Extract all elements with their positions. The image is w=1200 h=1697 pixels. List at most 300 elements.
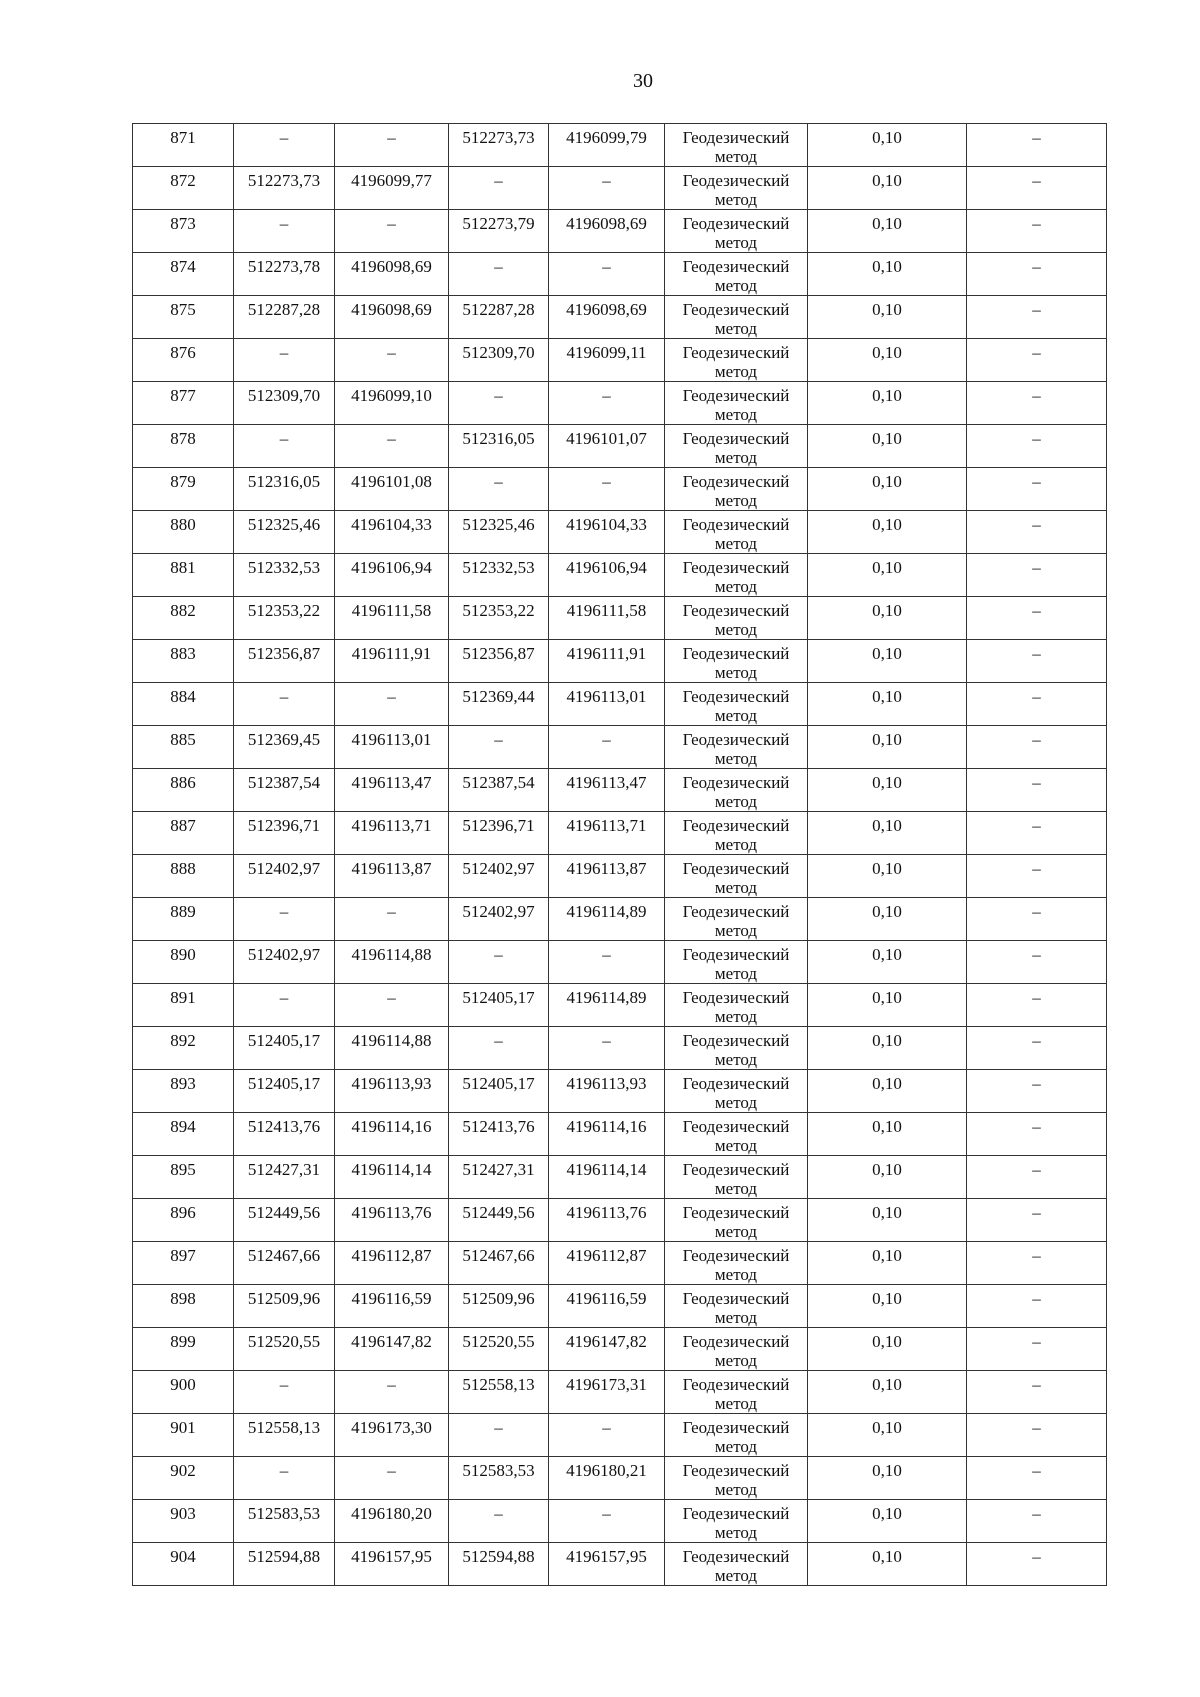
- x-new-cell: 512583,53: [449, 1457, 549, 1500]
- x-existing-cell: –: [234, 425, 335, 468]
- x-existing-cell: 512449,56: [234, 1199, 335, 1242]
- point-number-cell: 873: [133, 210, 234, 253]
- accuracy-cell: 0,10: [808, 554, 967, 597]
- table-row: [133, 1414, 1107, 1457]
- table-row: [133, 984, 1107, 1027]
- table-row: [133, 1543, 1107, 1586]
- x-new-cell: 512273,73: [449, 124, 549, 167]
- accuracy-cell: 0,10: [808, 597, 967, 640]
- x-existing-cell: –: [234, 124, 335, 167]
- accuracy-cell: 0,10: [808, 898, 967, 941]
- y-existing-cell: 4196113,76: [335, 1199, 449, 1242]
- point-number-cell: 894: [133, 1113, 234, 1156]
- x-new-cell: –: [449, 1500, 549, 1543]
- table-row: [133, 640, 1107, 683]
- y-new-cell: 4196114,14: [549, 1156, 665, 1199]
- description-cell: –: [967, 812, 1107, 855]
- point-number-cell: 887: [133, 812, 234, 855]
- description-cell: –: [967, 1457, 1107, 1500]
- x-new-cell: 512309,70: [449, 339, 549, 382]
- x-new-cell: 512402,97: [449, 855, 549, 898]
- point-number-cell: 901: [133, 1414, 234, 1457]
- y-existing-cell: 4196111,91: [335, 640, 449, 683]
- table-row: [133, 382, 1107, 425]
- x-new-cell: 512520,55: [449, 1328, 549, 1371]
- accuracy-cell: 0,10: [808, 1113, 967, 1156]
- y-new-cell: –: [549, 253, 665, 296]
- y-existing-cell: –: [335, 1457, 449, 1500]
- method-cell: Геодезический метод: [665, 1070, 808, 1113]
- description-cell: –: [967, 1500, 1107, 1543]
- table-row: [133, 124, 1107, 167]
- point-number-cell: 892: [133, 1027, 234, 1070]
- point-number-cell: 893: [133, 1070, 234, 1113]
- x-existing-cell: –: [234, 898, 335, 941]
- method-cell: Геодезический метод: [665, 468, 808, 511]
- method-cell: Геодезический метод: [665, 124, 808, 167]
- x-existing-cell: 512583,53: [234, 1500, 335, 1543]
- x-new-cell: –: [449, 726, 549, 769]
- description-cell: –: [967, 167, 1107, 210]
- point-number-cell: 878: [133, 425, 234, 468]
- x-existing-cell: 512353,22: [234, 597, 335, 640]
- x-existing-cell: 512413,76: [234, 1113, 335, 1156]
- y-new-cell: 4196113,93: [549, 1070, 665, 1113]
- y-existing-cell: 4196113,47: [335, 769, 449, 812]
- description-cell: –: [967, 769, 1107, 812]
- y-existing-cell: 4196098,69: [335, 296, 449, 339]
- accuracy-cell: 0,10: [808, 640, 967, 683]
- y-existing-cell: 4196098,69: [335, 253, 449, 296]
- x-new-cell: 512558,13: [449, 1371, 549, 1414]
- method-cell: Геодезический метод: [665, 339, 808, 382]
- accuracy-cell: 0,10: [808, 1328, 967, 1371]
- y-new-cell: –: [549, 726, 665, 769]
- x-new-cell: 512594,88: [449, 1543, 549, 1586]
- accuracy-cell: 0,10: [808, 1156, 967, 1199]
- point-number-cell: 896: [133, 1199, 234, 1242]
- x-existing-cell: 512273,78: [234, 253, 335, 296]
- description-cell: –: [967, 984, 1107, 1027]
- method-cell: Геодезический метод: [665, 296, 808, 339]
- method-cell: Геодезический метод: [665, 1285, 808, 1328]
- x-existing-cell: –: [234, 339, 335, 382]
- y-new-cell: 4196114,89: [549, 898, 665, 941]
- y-existing-cell: 4196147,82: [335, 1328, 449, 1371]
- y-existing-cell: 4196113,01: [335, 726, 449, 769]
- x-new-cell: 512369,44: [449, 683, 549, 726]
- accuracy-cell: 0,10: [808, 683, 967, 726]
- method-cell: Геодезический метод: [665, 769, 808, 812]
- description-cell: –: [967, 382, 1107, 425]
- description-cell: –: [967, 683, 1107, 726]
- x-existing-cell: 512369,45: [234, 726, 335, 769]
- table-row: [133, 210, 1107, 253]
- method-cell: Геодезический метод: [665, 941, 808, 984]
- x-new-cell: –: [449, 253, 549, 296]
- method-cell: Геодезический метод: [665, 511, 808, 554]
- accuracy-cell: 0,10: [808, 1543, 967, 1586]
- x-new-cell: 512402,97: [449, 898, 549, 941]
- table-row: [133, 597, 1107, 640]
- accuracy-cell: 0,10: [808, 1500, 967, 1543]
- description-cell: –: [967, 1156, 1107, 1199]
- point-number-cell: 884: [133, 683, 234, 726]
- accuracy-cell: 0,10: [808, 210, 967, 253]
- y-new-cell: 4196116,59: [549, 1285, 665, 1328]
- method-cell: Геодезический метод: [665, 167, 808, 210]
- y-existing-cell: 4196113,93: [335, 1070, 449, 1113]
- method-cell: Геодезический метод: [665, 1156, 808, 1199]
- accuracy-cell: 0,10: [808, 1285, 967, 1328]
- method-cell: Геодезический метод: [665, 253, 808, 296]
- y-new-cell: 4196098,69: [549, 296, 665, 339]
- y-existing-cell: 4196099,10: [335, 382, 449, 425]
- accuracy-cell: 0,10: [808, 726, 967, 769]
- table-row: [133, 1070, 1107, 1113]
- point-number-cell: 904: [133, 1543, 234, 1586]
- y-new-cell: 4196112,87: [549, 1242, 665, 1285]
- method-cell: Геодезический метод: [665, 1113, 808, 1156]
- table-row: [133, 769, 1107, 812]
- accuracy-cell: 0,10: [808, 941, 967, 984]
- y-new-cell: 4196098,69: [549, 210, 665, 253]
- y-existing-cell: 4196111,58: [335, 597, 449, 640]
- y-new-cell: 4196114,16: [549, 1113, 665, 1156]
- x-new-cell: –: [449, 382, 549, 425]
- point-number-cell: 897: [133, 1242, 234, 1285]
- x-existing-cell: –: [234, 210, 335, 253]
- point-number-cell: 885: [133, 726, 234, 769]
- x-new-cell: 512405,17: [449, 984, 549, 1027]
- x-new-cell: 512413,76: [449, 1113, 549, 1156]
- y-new-cell: 4196104,33: [549, 511, 665, 554]
- x-existing-cell: 512325,46: [234, 511, 335, 554]
- y-existing-cell: –: [335, 984, 449, 1027]
- y-new-cell: –: [549, 1027, 665, 1070]
- accuracy-cell: 0,10: [808, 253, 967, 296]
- y-existing-cell: 4196114,14: [335, 1156, 449, 1199]
- method-cell: Геодезический метод: [665, 382, 808, 425]
- y-new-cell: –: [549, 1414, 665, 1457]
- point-number-cell: 902: [133, 1457, 234, 1500]
- table-row: [133, 1242, 1107, 1285]
- accuracy-cell: 0,10: [808, 769, 967, 812]
- x-new-cell: 512467,66: [449, 1242, 549, 1285]
- y-existing-cell: –: [335, 425, 449, 468]
- method-cell: Геодезический метод: [665, 898, 808, 941]
- description-cell: –: [967, 425, 1107, 468]
- table-row: [133, 855, 1107, 898]
- method-cell: Геодезический метод: [665, 855, 808, 898]
- accuracy-cell: 0,10: [808, 1457, 967, 1500]
- description-cell: –: [967, 124, 1107, 167]
- accuracy-cell: 0,10: [808, 124, 967, 167]
- accuracy-cell: 0,10: [808, 984, 967, 1027]
- table-row: [133, 1371, 1107, 1414]
- x-new-cell: 512287,28: [449, 296, 549, 339]
- table-row: [133, 812, 1107, 855]
- accuracy-cell: 0,10: [808, 1199, 967, 1242]
- x-existing-cell: 512558,13: [234, 1414, 335, 1457]
- accuracy-cell: 0,10: [808, 1242, 967, 1285]
- accuracy-cell: 0,10: [808, 468, 967, 511]
- table-row: [133, 1285, 1107, 1328]
- x-new-cell: –: [449, 167, 549, 210]
- coordinates-table-body: [133, 124, 1107, 1586]
- point-number-cell: 875: [133, 296, 234, 339]
- method-cell: Геодезический метод: [665, 1543, 808, 1586]
- y-existing-cell: 4196180,20: [335, 1500, 449, 1543]
- method-cell: Геодезический метод: [665, 1242, 808, 1285]
- accuracy-cell: 0,10: [808, 339, 967, 382]
- x-existing-cell: –: [234, 1371, 335, 1414]
- y-existing-cell: 4196112,87: [335, 1242, 449, 1285]
- x-new-cell: 512449,56: [449, 1199, 549, 1242]
- x-existing-cell: 512427,31: [234, 1156, 335, 1199]
- description-cell: –: [967, 339, 1107, 382]
- x-existing-cell: –: [234, 683, 335, 726]
- description-cell: –: [967, 253, 1107, 296]
- x-new-cell: 512405,17: [449, 1070, 549, 1113]
- y-new-cell: –: [549, 941, 665, 984]
- x-existing-cell: 512332,53: [234, 554, 335, 597]
- method-cell: Геодезический метод: [665, 1199, 808, 1242]
- method-cell: Геодезический метод: [665, 812, 808, 855]
- table-row: [133, 683, 1107, 726]
- y-existing-cell: –: [335, 898, 449, 941]
- y-existing-cell: 4196113,87: [335, 855, 449, 898]
- method-cell: Геодезический метод: [665, 1371, 808, 1414]
- point-number-cell: 883: [133, 640, 234, 683]
- accuracy-cell: 0,10: [808, 167, 967, 210]
- point-number-cell: 879: [133, 468, 234, 511]
- description-cell: –: [967, 855, 1107, 898]
- point-number-cell: 882: [133, 597, 234, 640]
- table-row: [133, 468, 1107, 511]
- table-row: [133, 1328, 1107, 1371]
- description-cell: –: [967, 1070, 1107, 1113]
- page-number: 30: [633, 70, 653, 92]
- table-row: [133, 941, 1107, 984]
- description-cell: –: [967, 1113, 1107, 1156]
- y-existing-cell: –: [335, 339, 449, 382]
- x-existing-cell: –: [234, 1457, 335, 1500]
- point-number-cell: 899: [133, 1328, 234, 1371]
- accuracy-cell: 0,10: [808, 1414, 967, 1457]
- y-new-cell: 4196147,82: [549, 1328, 665, 1371]
- method-cell: Геодезический метод: [665, 1027, 808, 1070]
- x-existing-cell: 512387,54: [234, 769, 335, 812]
- point-number-cell: 903: [133, 1500, 234, 1543]
- x-new-cell: 512387,54: [449, 769, 549, 812]
- point-number-cell: 888: [133, 855, 234, 898]
- x-existing-cell: 512309,70: [234, 382, 335, 425]
- x-existing-cell: 512402,97: [234, 855, 335, 898]
- method-cell: Геодезический метод: [665, 425, 808, 468]
- y-existing-cell: –: [335, 210, 449, 253]
- table-row: [133, 253, 1107, 296]
- point-number-cell: 886: [133, 769, 234, 812]
- y-new-cell: 4196180,21: [549, 1457, 665, 1500]
- y-new-cell: 4196099,79: [549, 124, 665, 167]
- description-cell: –: [967, 1414, 1107, 1457]
- table-row: [133, 1199, 1107, 1242]
- y-new-cell: 4196173,31: [549, 1371, 665, 1414]
- x-new-cell: –: [449, 941, 549, 984]
- x-existing-cell: 512273,73: [234, 167, 335, 210]
- point-number-cell: 874: [133, 253, 234, 296]
- table-row: [133, 167, 1107, 210]
- method-cell: Геодезический метод: [665, 210, 808, 253]
- y-existing-cell: 4196106,94: [335, 554, 449, 597]
- point-number-cell: 890: [133, 941, 234, 984]
- y-existing-cell: 4196104,33: [335, 511, 449, 554]
- x-existing-cell: 512467,66: [234, 1242, 335, 1285]
- x-new-cell: –: [449, 1414, 549, 1457]
- description-cell: –: [967, 554, 1107, 597]
- description-cell: –: [967, 597, 1107, 640]
- point-number-cell: 872: [133, 167, 234, 210]
- description-cell: –: [967, 468, 1107, 511]
- description-cell: –: [967, 296, 1107, 339]
- accuracy-cell: 0,10: [808, 511, 967, 554]
- method-cell: Геодезический метод: [665, 1328, 808, 1371]
- point-number-cell: 898: [133, 1285, 234, 1328]
- accuracy-cell: 0,10: [808, 1027, 967, 1070]
- y-new-cell: 4196114,89: [549, 984, 665, 1027]
- method-cell: Геодезический метод: [665, 984, 808, 1027]
- x-new-cell: 512273,79: [449, 210, 549, 253]
- y-new-cell: 4196157,95: [549, 1543, 665, 1586]
- accuracy-cell: 0,10: [808, 1070, 967, 1113]
- y-existing-cell: 4196173,30: [335, 1414, 449, 1457]
- y-new-cell: 4196111,91: [549, 640, 665, 683]
- x-new-cell: –: [449, 468, 549, 511]
- x-new-cell: 512353,22: [449, 597, 549, 640]
- y-existing-cell: 4196114,88: [335, 941, 449, 984]
- point-number-cell: 880: [133, 511, 234, 554]
- point-number-cell: 895: [133, 1156, 234, 1199]
- method-cell: Геодезический метод: [665, 554, 808, 597]
- x-existing-cell: 512405,17: [234, 1070, 335, 1113]
- x-existing-cell: 512594,88: [234, 1543, 335, 1586]
- x-new-cell: 512427,31: [449, 1156, 549, 1199]
- x-new-cell: 512509,96: [449, 1285, 549, 1328]
- method-cell: Геодезический метод: [665, 1500, 808, 1543]
- x-existing-cell: 512287,28: [234, 296, 335, 339]
- table-row: [133, 511, 1107, 554]
- description-cell: –: [967, 210, 1107, 253]
- accuracy-cell: 0,10: [808, 812, 967, 855]
- y-new-cell: 4196113,47: [549, 769, 665, 812]
- description-cell: –: [967, 1543, 1107, 1586]
- description-cell: –: [967, 726, 1107, 769]
- y-existing-cell: 4196157,95: [335, 1543, 449, 1586]
- y-new-cell: –: [549, 468, 665, 511]
- coordinates-table: [132, 123, 1107, 1586]
- point-number-cell: 871: [133, 124, 234, 167]
- point-number-cell: 876: [133, 339, 234, 382]
- method-cell: Геодезический метод: [665, 1457, 808, 1500]
- description-cell: –: [967, 1285, 1107, 1328]
- x-new-cell: 512396,71: [449, 812, 549, 855]
- table-row: [133, 339, 1107, 382]
- y-existing-cell: 4196101,08: [335, 468, 449, 511]
- description-cell: –: [967, 1027, 1107, 1070]
- x-new-cell: –: [449, 1027, 549, 1070]
- x-existing-cell: 512356,87: [234, 640, 335, 683]
- y-new-cell: 4196113,76: [549, 1199, 665, 1242]
- description-cell: –: [967, 898, 1107, 941]
- point-number-cell: 891: [133, 984, 234, 1027]
- x-existing-cell: 512316,05: [234, 468, 335, 511]
- point-number-cell: 877: [133, 382, 234, 425]
- table-row: [133, 898, 1107, 941]
- accuracy-cell: 0,10: [808, 425, 967, 468]
- table-row: [133, 1113, 1107, 1156]
- y-existing-cell: –: [335, 1371, 449, 1414]
- y-new-cell: 4196099,11: [549, 339, 665, 382]
- y-new-cell: 4196111,58: [549, 597, 665, 640]
- y-new-cell: 4196113,71: [549, 812, 665, 855]
- x-new-cell: 512356,87: [449, 640, 549, 683]
- y-existing-cell: 4196116,59: [335, 1285, 449, 1328]
- table-row: [133, 425, 1107, 468]
- method-cell: Геодезический метод: [665, 683, 808, 726]
- y-existing-cell: –: [335, 124, 449, 167]
- y-existing-cell: 4196114,16: [335, 1113, 449, 1156]
- y-new-cell: 4196113,01: [549, 683, 665, 726]
- y-new-cell: 4196113,87: [549, 855, 665, 898]
- x-existing-cell: 512509,96: [234, 1285, 335, 1328]
- description-cell: –: [967, 1199, 1107, 1242]
- method-cell: Геодезический метод: [665, 640, 808, 683]
- x-new-cell: 512316,05: [449, 425, 549, 468]
- accuracy-cell: 0,10: [808, 382, 967, 425]
- accuracy-cell: 0,10: [808, 296, 967, 339]
- method-cell: Геодезический метод: [665, 1414, 808, 1457]
- point-number-cell: 889: [133, 898, 234, 941]
- x-new-cell: 512325,46: [449, 511, 549, 554]
- table-row: [133, 296, 1107, 339]
- x-existing-cell: 512405,17: [234, 1027, 335, 1070]
- x-new-cell: 512332,53: [449, 554, 549, 597]
- y-existing-cell: –: [335, 683, 449, 726]
- y-existing-cell: 4196114,88: [335, 1027, 449, 1070]
- y-new-cell: 4196106,94: [549, 554, 665, 597]
- table-row: [133, 1027, 1107, 1070]
- table-row: [133, 1500, 1107, 1543]
- method-cell: Геодезический метод: [665, 726, 808, 769]
- table-row: [133, 554, 1107, 597]
- point-number-cell: 900: [133, 1371, 234, 1414]
- description-cell: –: [967, 1328, 1107, 1371]
- method-cell: Геодезический метод: [665, 597, 808, 640]
- x-existing-cell: –: [234, 984, 335, 1027]
- x-existing-cell: 512402,97: [234, 941, 335, 984]
- accuracy-cell: 0,10: [808, 1371, 967, 1414]
- table-row: [133, 1457, 1107, 1500]
- point-number-cell: 881: [133, 554, 234, 597]
- y-existing-cell: 4196099,77: [335, 167, 449, 210]
- table-row: [133, 726, 1107, 769]
- y-new-cell: –: [549, 167, 665, 210]
- table-row: [133, 1156, 1107, 1199]
- y-new-cell: 4196101,07: [549, 425, 665, 468]
- description-cell: –: [967, 511, 1107, 554]
- y-new-cell: –: [549, 1500, 665, 1543]
